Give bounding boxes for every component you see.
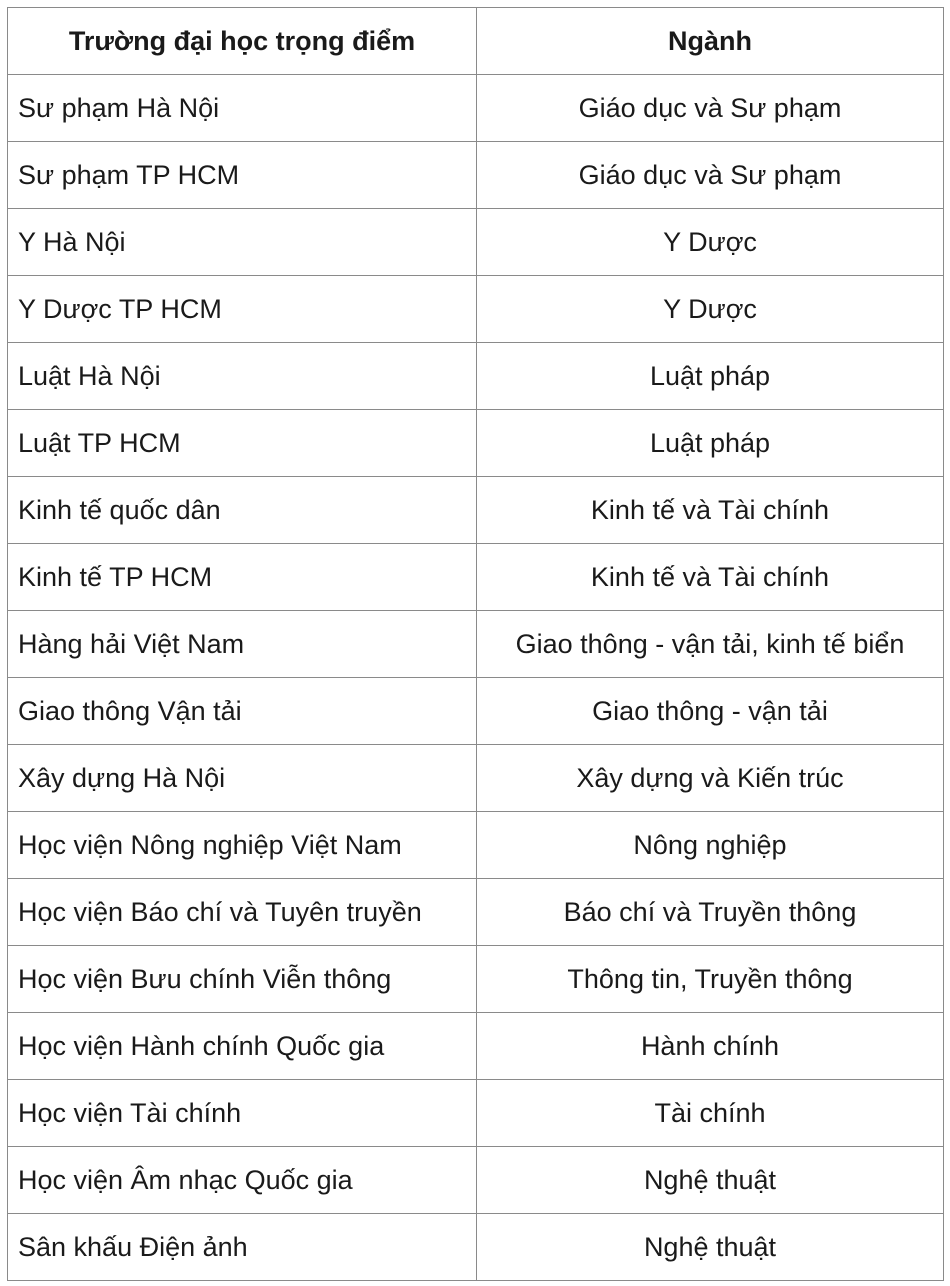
school-cell: Học viện Báo chí và Tuyên truyền <box>8 879 477 946</box>
table-row <box>8 209 944 276</box>
major-cell: Giao thông - vận tải, kinh tế biển <box>477 611 944 678</box>
school-cell: Y Hà Nội <box>8 209 477 276</box>
table-row <box>8 1013 944 1080</box>
major-cell: Nông nghiệp <box>477 812 944 879</box>
school-cell: Giao thông Vận tải <box>8 678 477 745</box>
table-row <box>8 1214 944 1281</box>
major-cell: Y Dược <box>477 209 944 276</box>
major-cell: Giáo dục và Sư phạm <box>477 142 944 209</box>
school-cell: Kinh tế quốc dân <box>8 477 477 544</box>
table-row <box>8 611 944 678</box>
school-cell: Sư phạm TP HCM <box>8 142 477 209</box>
major-cell: Tài chính <box>477 1080 944 1147</box>
table-row <box>8 946 944 1013</box>
table-row <box>8 1147 944 1214</box>
major-cell: Luật pháp <box>477 343 944 410</box>
table-row <box>8 75 944 142</box>
major-cell: Nghệ thuật <box>477 1214 944 1281</box>
major-cell: Kinh tế và Tài chính <box>477 544 944 611</box>
table-row <box>8 544 944 611</box>
school-cell: Học viện Nông nghiệp Việt Nam <box>8 812 477 879</box>
major-cell: Thông tin, Truyền thông <box>477 946 944 1013</box>
school-cell: Học viện Bưu chính Viễn thông <box>8 946 477 1013</box>
major-cell: Báo chí và Truyền thông <box>477 879 944 946</box>
school-cell: Luật TP HCM <box>8 410 477 477</box>
major-cell: Giao thông - vận tải <box>477 678 944 745</box>
table-row <box>8 879 944 946</box>
table-row <box>8 477 944 544</box>
major-cell: Y Dược <box>477 276 944 343</box>
school-cell: Y Dược TP HCM <box>8 276 477 343</box>
header-major: Ngành <box>477 8 944 75</box>
table-row <box>8 745 944 812</box>
major-cell: Luật pháp <box>477 410 944 477</box>
table-row <box>8 1080 944 1147</box>
major-cell: Kinh tế và Tài chính <box>477 477 944 544</box>
table-row <box>8 410 944 477</box>
major-cell: Hành chính <box>477 1013 944 1080</box>
school-cell: Hàng hải Việt Nam <box>8 611 477 678</box>
school-cell: Xây dựng Hà Nội <box>8 745 477 812</box>
table-row <box>8 276 944 343</box>
table-header-row <box>8 8 944 75</box>
table-row <box>8 678 944 745</box>
school-cell: Kinh tế TP HCM <box>8 544 477 611</box>
major-cell: Giáo dục và Sư phạm <box>477 75 944 142</box>
school-cell: Học viện Tài chính <box>8 1080 477 1147</box>
universities-table <box>7 7 944 1281</box>
universities-table-container <box>7 7 943 1281</box>
school-cell: Sư phạm Hà Nội <box>8 75 477 142</box>
table-row <box>8 343 944 410</box>
school-cell: Học viện Hành chính Quốc gia <box>8 1013 477 1080</box>
table-row <box>8 142 944 209</box>
school-cell: Luật Hà Nội <box>8 343 477 410</box>
major-cell: Xây dựng và Kiến trúc <box>477 745 944 812</box>
header-school: Trường đại học trọng điểm <box>8 8 477 75</box>
major-cell: Nghệ thuật <box>477 1147 944 1214</box>
school-cell: Học viện Âm nhạc Quốc gia <box>8 1147 477 1214</box>
school-cell: Sân khấu Điện ảnh <box>8 1214 477 1281</box>
table-row <box>8 812 944 879</box>
